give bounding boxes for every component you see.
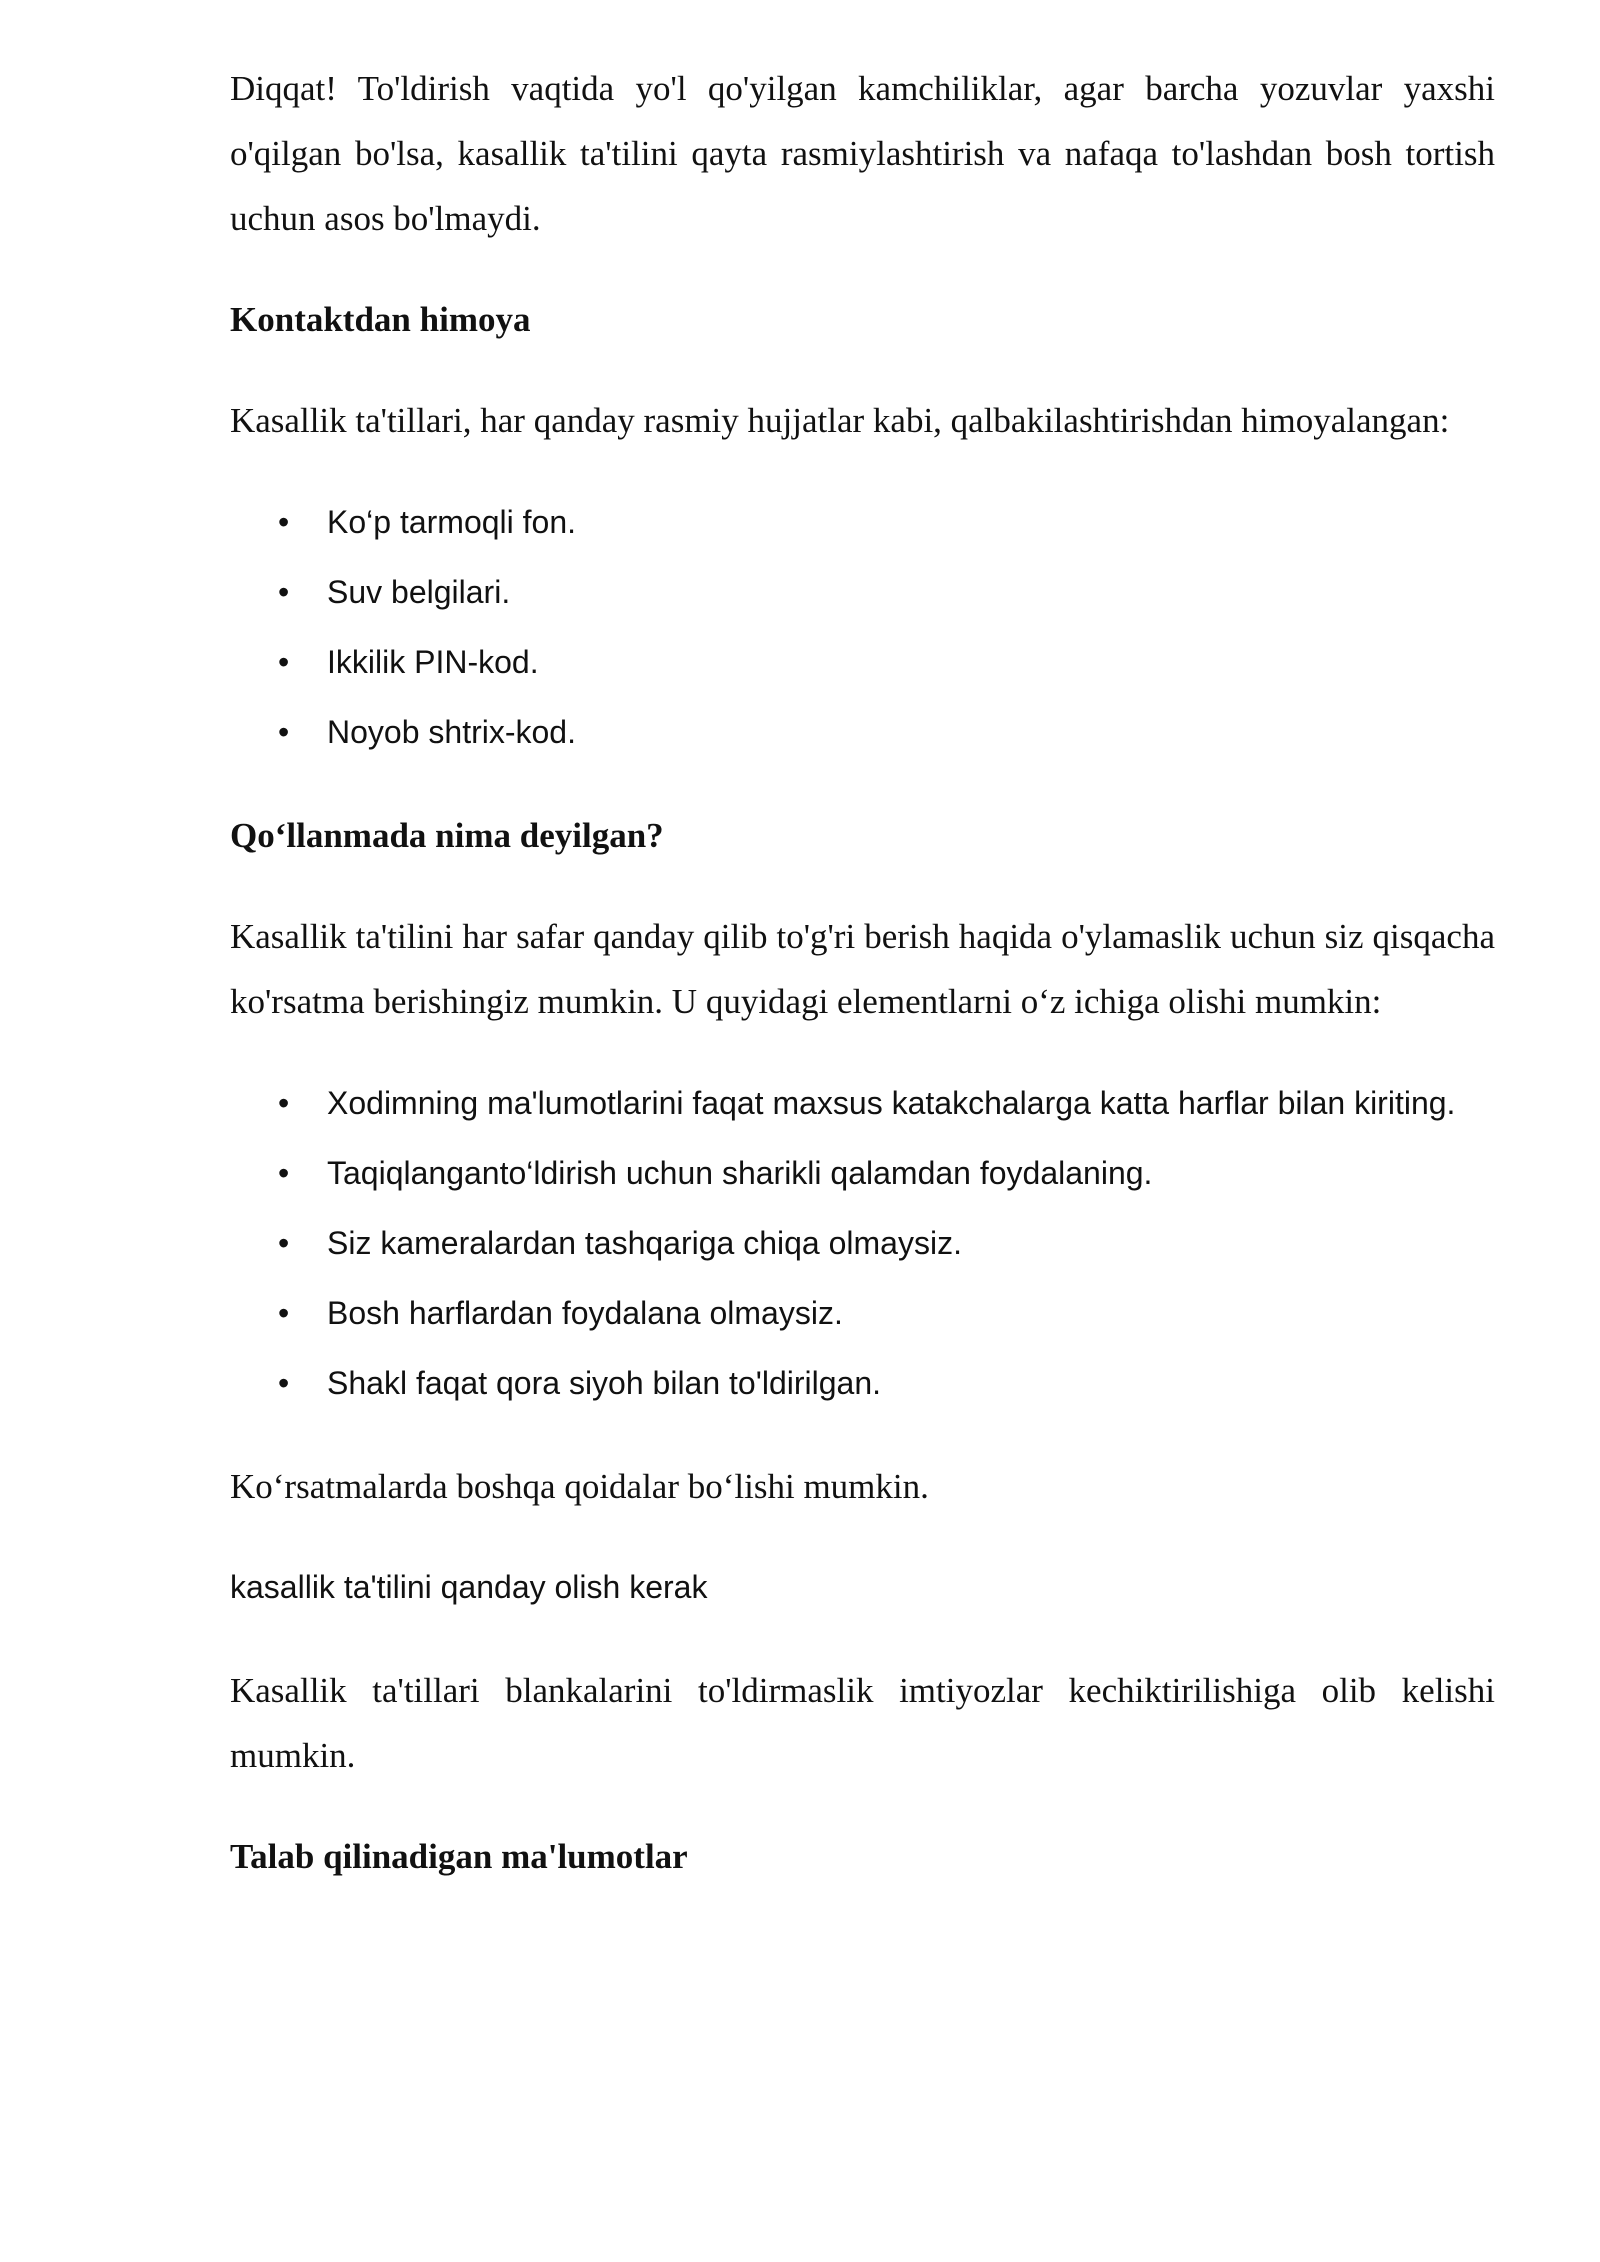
heading-required-data: Talab qilinadigan ma'lumotlar: [230, 1837, 688, 1876]
document-page: [230, 70, 1495, 1918]
how-to-get-line: kasallik ta'tilini qanday olish kerak: [230, 1569, 708, 1605]
instruction-paragraph: Kasallik ta'tilini har safar qanday qilib to'g'ri berish haqida o'ylamaslik uchun siz qisqacha ko'rsatma berishingiz mumkin. U quyidagi elementlarni o‘z ichiga olishi mumkin:: [230, 917, 1495, 1021]
list-item: • Bosh harflardan foydalana olmaysiz.: [230, 1278, 1495, 1348]
list-item: • Taqiqlanganto‘ldirish uchun sharikli qalamdan foydalaning.: [230, 1138, 1495, 1208]
bullet-icon: •: [278, 1155, 290, 1191]
heading-guide: Qo‘llanmada nima deyilgan?: [230, 816, 664, 855]
bullet-icon: •: [278, 1365, 290, 1401]
bullet-icon: •: [278, 644, 290, 680]
delay-paragraph: Kasallik ta'tillari blankalarini to'ldirmaslik imtiyozlar kechiktirilishiga olib kelishi mumkin.: [230, 1671, 1495, 1775]
guide-list: [230, 1068, 1495, 1418]
list-item: • Noyob shtrix-kod.: [230, 697, 1495, 767]
list-item: • Ikkilik PIN-kod.: [230, 627, 1495, 697]
list-item: • Ko‘p tarmoqli fon.: [230, 487, 1495, 557]
bullet-icon: •: [278, 504, 290, 540]
list-item: • Xodimning ma'lumotlarini faqat maxsus katakchalarga katta harflar bilan kiriting.: [230, 1068, 1495, 1138]
list-item: • Shakl faqat qora siyoh bilan to'ldirilgan.: [230, 1348, 1495, 1418]
bullet-icon: •: [278, 1085, 290, 1121]
protection-paragraph: Kasallik ta'tillari, har qanday rasmiy hujjatlar kabi, qalbakilashtirishdan himoyalangan:: [230, 401, 1450, 440]
bullet-icon: •: [278, 1295, 290, 1331]
protection-list: [230, 487, 1495, 767]
list-item: • Siz kameralardan tashqariga chiqa olmaysiz.: [230, 1208, 1495, 1278]
bullet-icon: •: [278, 714, 290, 750]
bullet-icon: •: [278, 1225, 290, 1261]
bullet-icon: •: [278, 574, 290, 610]
other-rules-paragraph: Ko‘rsatmalarda boshqa qoidalar bo‘lishi mumkin.: [230, 1467, 929, 1506]
heading-contact-protection: Kontaktdan himoya: [230, 300, 531, 339]
intro-paragraph: Diqqat! To'ldirish vaqtida yo'l qo'yilgan kamchiliklar, agar barcha yozuvlar yaxshi o'qilgan bo'lsa, kasallik ta'tilini qayta rasmiylashtirish va nafaqa to'lashdan bosh tortish uchun asos bo'lmaydi.: [230, 69, 1495, 238]
list-item: • Suv belgilari.: [230, 557, 1495, 627]
